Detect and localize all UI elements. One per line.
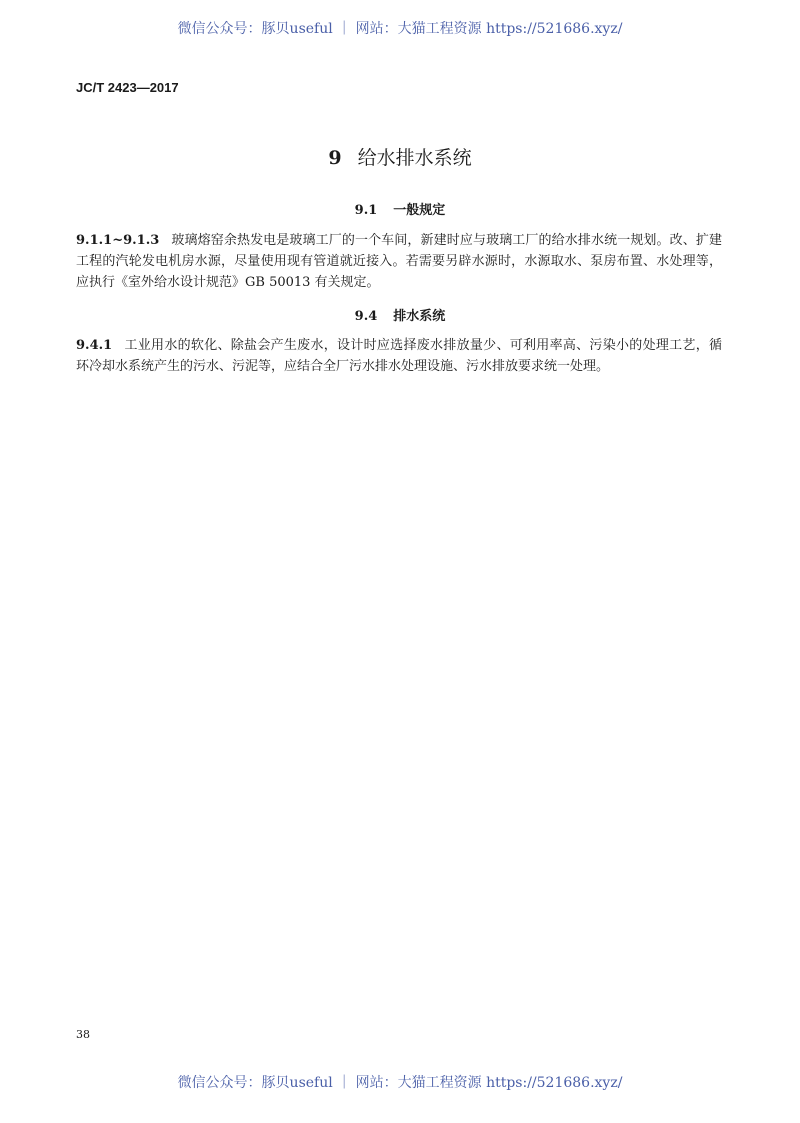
chapter-heading [0, 143, 800, 170]
watermark-top: 微信公众号：豚贝useful ｜ 网站：大猫工程资源 https://521686.xyz/ [177, 21, 623, 37]
section-number: 9.4 [354, 309, 378, 324]
section-title: 一般规定 [393, 203, 446, 218]
chapter-title: 给水排水系统 [357, 147, 472, 169]
clause-number: 9.4.1 [76, 338, 113, 353]
section-number: 9.1 [354, 203, 378, 218]
paragraph-text: 玻璃熔窑余热发电是玻璃工厂的一个车间，新建时应与玻璃工厂的给水排水统一规划。改、扩建工程的汽轮发电机房水源，尽量使用现有管道就近接入。若需要另辟水源时，水源取水、泵房布置、水处理等，应执行《室外给水设计规范》GB 50013 有关规定。 [76, 233, 722, 290]
page-number: 38 [76, 1028, 90, 1041]
watermark-bottom: 微信公众号：豚贝useful ｜ 网站：大猫工程资源 https://521686.xyz/ [177, 1075, 623, 1091]
chapter-number: 9 [328, 147, 342, 169]
standard-code: JC/T 2423—2017 [76, 80, 179, 95]
paragraph-9-1-1 [76, 230, 722, 293]
section-heading-9-1 [0, 199, 800, 218]
paragraph-text: 工业用水的软化、除盐会产生废水，设计时应选择废水排放量少、可利用率高、污染小的处理工艺，循环冷却水系统产生的污水、污泥等，应结合全厂污水排水处理设施、污水排放要求统一处理。 [76, 338, 722, 374]
section-heading-9-4 [0, 305, 800, 324]
section-title: 排水系统 [393, 309, 446, 324]
paragraph-9-4-1 [76, 335, 722, 377]
clause-number: 9.1.1~9.1.3 [76, 233, 160, 248]
